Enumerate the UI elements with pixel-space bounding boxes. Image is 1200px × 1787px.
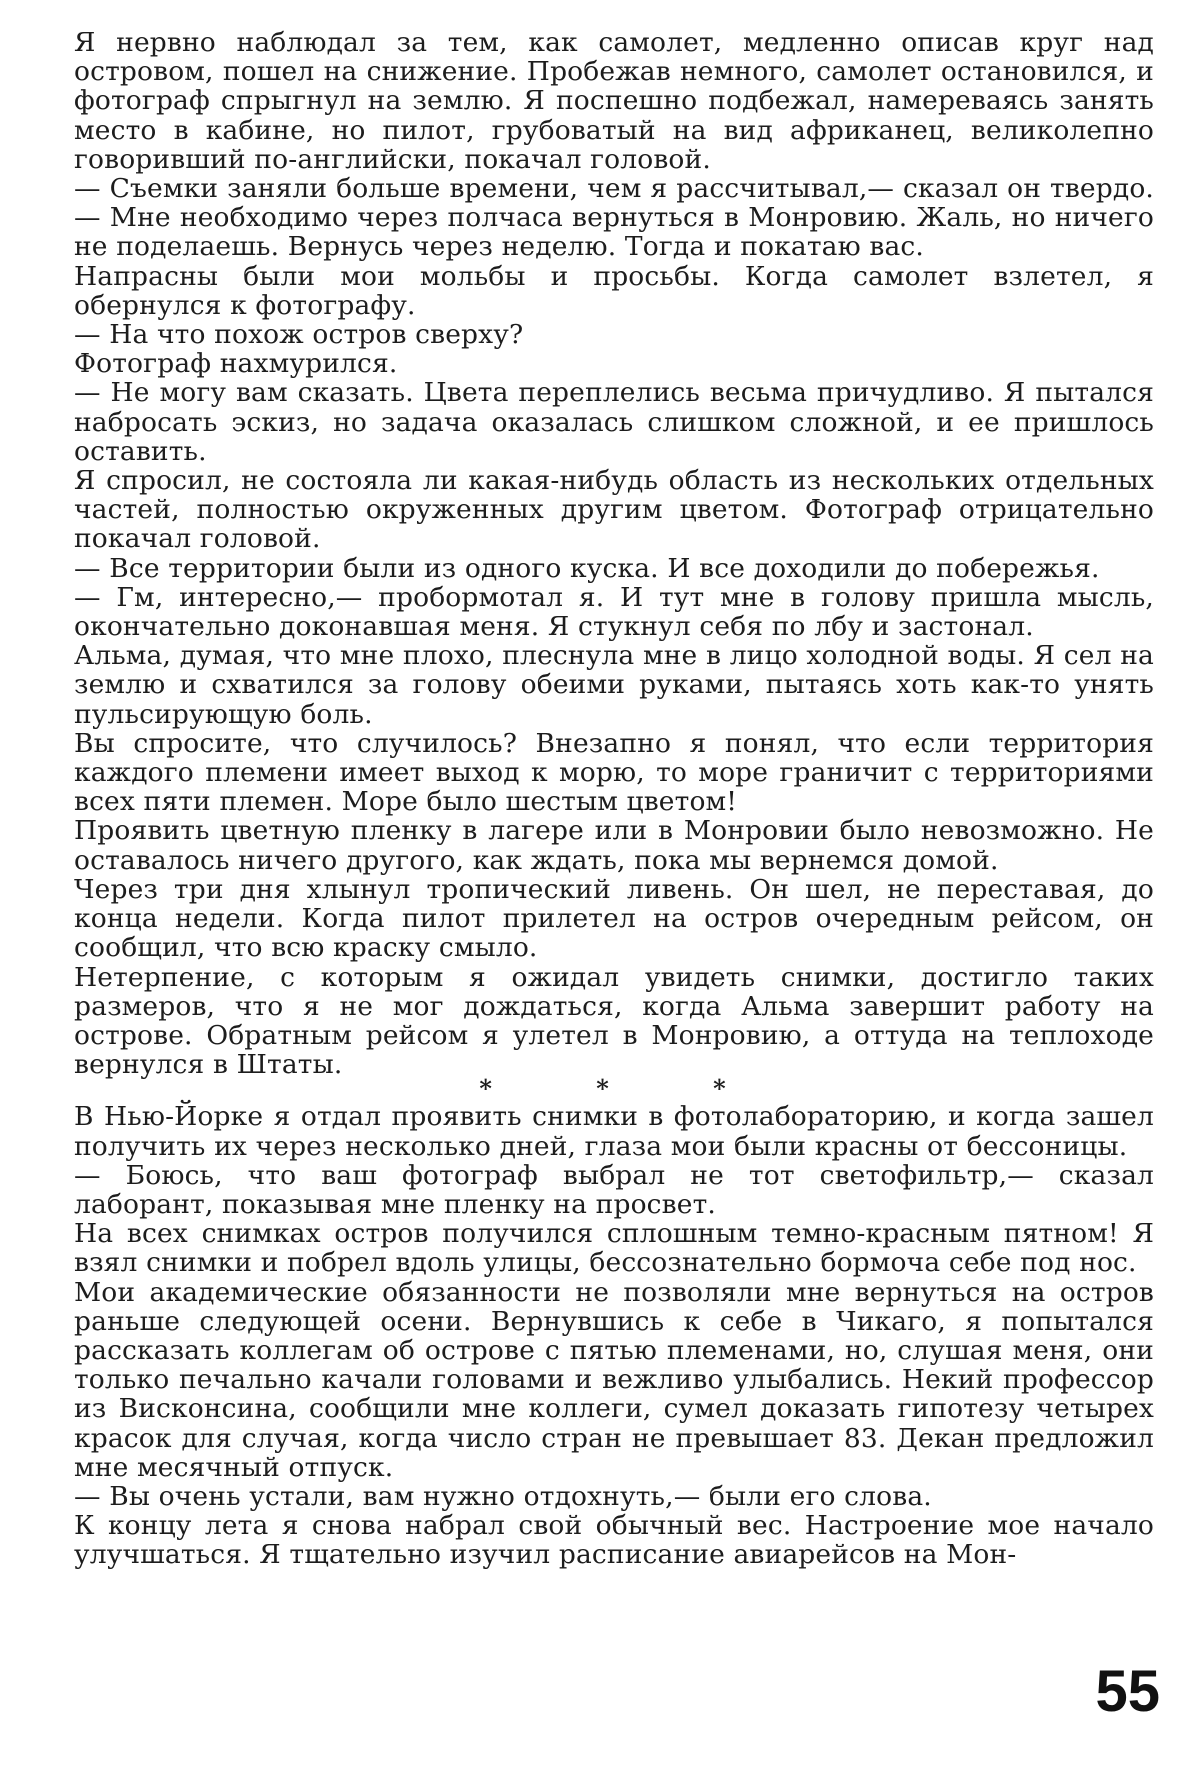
paragraph: Проявить цветную пленку в лагере или в Монровии было невозможно. Не оставалось ничего другого, как ждать, пока мы вернемся домой. <box>74 815 1154 876</box>
paragraph: К концу лета я снова набрал свой обычный вес. Настроение мое начало улучшаться. Я тщательно изучил расписание авиарейсов на Мон- <box>74 1510 1154 1571</box>
paragraph: — Съемки заняли больше времени, чем я рассчитывал,— сказал он твердо.— Мне необходимо через полчаса вернуться в Монровию. Жаль, но ничего не поделаешь. Вернусь через неделю. Тогда и покатаю вас. <box>74 173 1154 263</box>
paragraph: Мои академические обязанности не позволяли мне вернуться на остров раньше следующей осени. Вернувшись к себе в Чикаго, я попытался рассказать коллегам об острове с пятью племенами, но, слушая меня, они только печально качали головами и вежливо улыбались. Некий профессор из Висконсина, сообщили мне коллеги, сумел доказать гипотезу четырех красок для случая, когда число стран не превышает 83. Декан предложил мне месячный отпуск. <box>74 1276 1154 1483</box>
paragraph: Я нервно наблюдал за тем, как самолет, медленно описав круг над островом, пошел на снижение. Пробежав немного, самолет остановился, и фотограф спрыгнул на землю. Я поспешно подбежал, намереваясь занять место в кабине, но пилот, грубоватый на вид африканец, великолепно говоривший по-английски, покачал головой. <box>74 27 1154 175</box>
paragraph: Напрасны были мои мольбы и просьбы. Когда самолет взлетел, я обернулся к фотографу. <box>74 260 1154 321</box>
paragraph: Через три дня хлынул тропический ливень. Он шел, не переставая, до конца недели. Когда пилот прилетел на остров очередным рейсом, он сообщил, что всю краску смыло. <box>74 873 1154 964</box>
paragraph: — Все территории были из одного куска. И все доходили до побережья. <box>74 552 1100 584</box>
paragraph: Альма, думая, что мне плохо, плеснула мне в лицо холодной воды. Я сел на землю и схватился за голову обеими руками, пытаясь хоть как-то унять пульсирующую боль. <box>74 640 1154 730</box>
paragraph: — Вы очень устали, вам нужно отдохнуть,— были его слова. <box>74 1480 932 1512</box>
paragraph: Вы спросите, что случилось? Внезапно я понял, что если территория каждого племени имеет выход к морю, то море граничит с территориями всех пяти племен. Море было шестым цветом! <box>74 727 1154 818</box>
paragraph: В Нью-Йорке я отдал проявить снимки в фотолабораторию, и когда зашел получить их через несколько дней, глаза мои были красны от бессоницы. <box>74 1101 1154 1162</box>
paragraph: Нетерпение, с которым я ожидал увидеть снимки, достигло таких размеров, что я не мог дождаться, когда Альма завершит работу на острове. Обратным рейсом я улетел в Монровию, а оттуда на теплоходе вернулся в Штаты. <box>74 961 1154 1081</box>
page-number: 55 <box>1095 1659 1160 1724</box>
paragraph: — Не могу вам сказать. Цвета переплелись весьма причудливо. Я пытался набросать эскиз, но задача оказалась слишком сложной, и ее пришлось оставить. <box>74 377 1154 467</box>
paragraph: — Боюсь, что ваш фотограф выбрал не тот светофильтр,— сказал лаборант, показывая мне пленку на просвет. <box>74 1159 1154 1220</box>
paragraph: Я спросил, не состояла ли какая-нибудь область из нескольких отдельных частей, полностью окруженных другим цветом. Фотограф отрицательно покачал головой. <box>74 465 1154 555</box>
body-text <box>74 28 1154 1570</box>
paragraph: Фотограф нахмурился. <box>74 348 398 380</box>
paragraph: На всех снимках остров получился сплошным темно-красным пятном! Я взял снимки и побрел вдоль улицы, бессознательно бормоча себе под нос. <box>74 1218 1154 1279</box>
paragraph: — Гм, интересно,— пробормотал я. И тут мне в голову пришла мысль, окончательно доконавшая меня. Я стукнул себя по лбу и застонал. <box>74 581 1154 643</box>
paragraph: — На что похож остров сверху? <box>74 319 524 351</box>
section-separator: * * * <box>479 1074 774 1104</box>
